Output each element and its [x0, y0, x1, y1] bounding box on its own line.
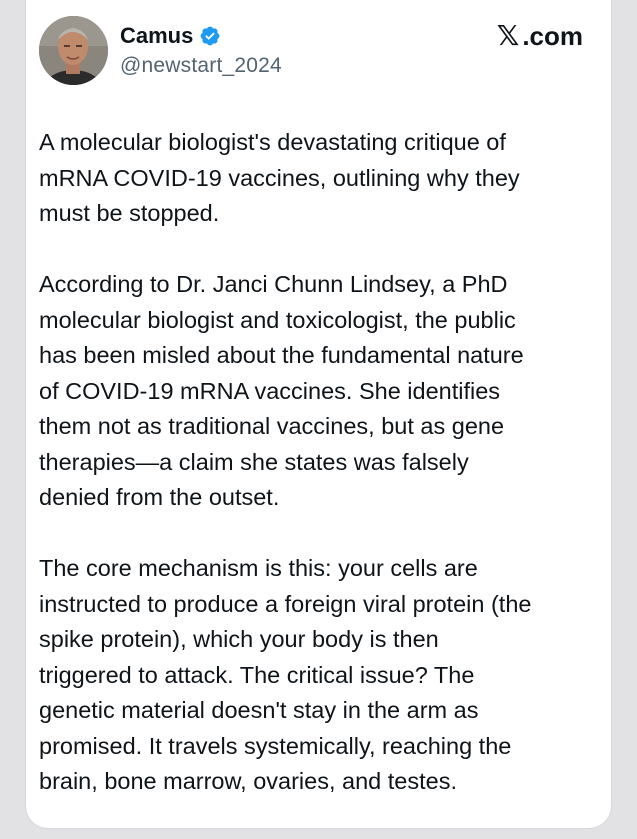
post-card: [26, 0, 611, 828]
post-paragraph-2: According to Dr. Janci Chunn Lindsey, a PhD molecular biologist and toxicologist, the public has been misled about the fundamental nature of COVID-19 mRNA vaccines. She identifies them not as traditional vaccines, but as gene therapies—a claim she states was falsely denied from the outset.: [39, 271, 524, 510]
x-logo-icon: 𝕏: [496, 19, 520, 52]
avatar[interactable]: [39, 16, 108, 85]
post-paragraph-3: The core mechanism is this: your cells are instructed to produce a foreign viral protein (the spike protein), which your body is then triggered to attack. The critical issue? The genetic material doesn't stay in the arm as promised. It travels systemically, reaching the brain, bone marrow, ovaries, and testes.: [39, 555, 532, 794]
post-body: [39, 125, 599, 800]
brand-logo: [497, 20, 583, 52]
author-name-row: [120, 22, 221, 50]
brand-domain-text: .com: [522, 21, 583, 51]
avatar-portrait-icon: [39, 16, 108, 85]
author-handle[interactable]: @newstart_2024: [120, 54, 282, 77]
author-display-name[interactable]: Camus: [120, 23, 194, 48]
post-paragraph-1: A molecular biologist's devastating critique of mRNA COVID-19 vaccines, outlining why they must be stopped.: [39, 129, 520, 226]
verified-badge-icon: [199, 25, 221, 47]
